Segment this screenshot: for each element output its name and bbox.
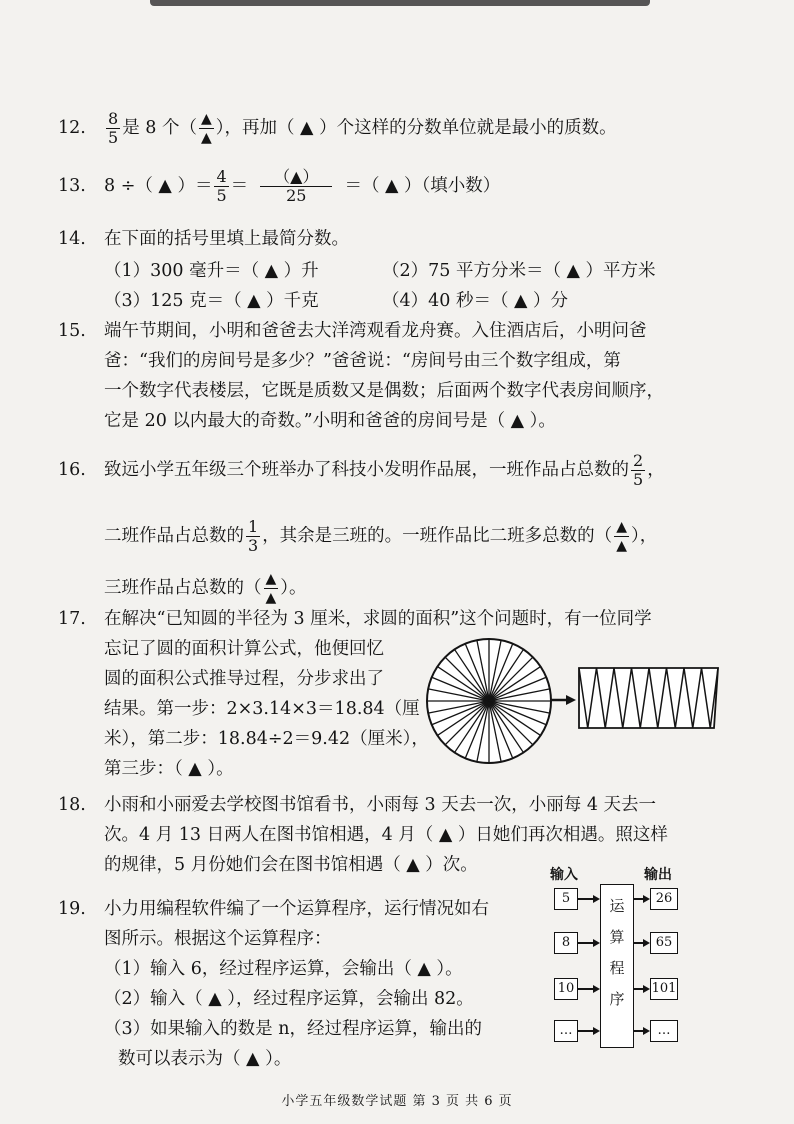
question-15: 15. 端午节期间，小明和爸爸去大洋湾观看龙舟赛。入住酒店后，小明问爸	[58, 316, 647, 346]
q14-item-2: （2）75 平方分米＝（ ▲ ）平方米	[382, 261, 656, 281]
q17-line-3: 圆的面积公式推导过程，分步求出了	[104, 669, 384, 689]
input-box: 8	[554, 932, 578, 954]
q19-line-5: （3）如果输入的数是 n，经过程序运算，输出的	[104, 1019, 482, 1039]
question-number: 18.	[58, 795, 86, 815]
q14-item-3: （3）125 克＝（ ▲ ）千克	[104, 291, 319, 311]
q17-line-5: 米），第二步：18.84÷2＝9.42（厘米），	[104, 729, 429, 749]
q17-line-2: 忘记了圆的面积计算公式，他便回忆	[104, 639, 384, 659]
q19-line-6: 数可以表示为（ ▲ ）。	[118, 1049, 292, 1069]
sectored-circle-figure	[424, 636, 554, 766]
question-13: 13. 8 ÷（ ▲ ）＝ $\frac{4}{5}$ ＝ $\frac{(▲)}{25}$ ＝（ ▲ ）（填小数）	[58, 167, 501, 205]
question-number: 12.	[58, 118, 86, 138]
question-16: 16. 致远小学五年级三个班举办了科技小发明作品展，一班作品占总数的 $\frac{2}{5}$ ，	[58, 451, 665, 489]
question-number: 14.	[58, 229, 86, 249]
input-box: …	[554, 1020, 578, 1042]
circle-sectors-svg	[424, 636, 554, 766]
input-label: 输入	[550, 867, 578, 883]
fraction-blank-25: $\frac{(▲)}{25}$	[260, 168, 332, 205]
blank-fraction: $\frac{▲}{▲}$	[200, 111, 212, 146]
q19-line-4: （2）输入（ ▲ ），经过程序运算，会输出 82。	[104, 989, 474, 1009]
q16-line-3: 三班作品占总数的（ $\frac{▲}{▲}$ ）。	[104, 571, 307, 606]
fraction-8-5: $\frac{8}{5}$	[108, 109, 119, 147]
rearranged-parallelogram-figure	[578, 666, 720, 732]
q18-line-3: 的规律，5 月份她们会在图书馆相遇（ ▲ ）次。	[104, 855, 478, 875]
scan-edge	[150, 0, 650, 6]
question-17: 17. 在解决“已知圆的半径为 3 厘米，求圆的面积”这个问题时，有一位同学	[58, 604, 652, 634]
q19-line-2: 图所示。根据这个运算程序：	[104, 929, 332, 949]
fraction-1-3: $\frac{1}{3}$	[248, 517, 259, 555]
output-box: 26	[650, 888, 678, 910]
q17-line-6: 第三步：（ ▲ ）。	[104, 759, 234, 779]
question-number: 15.	[58, 321, 86, 341]
input-box: 5	[554, 888, 578, 910]
question-number: 13.	[58, 176, 86, 196]
blank-fraction: $\frac{▲}{▲}$	[265, 571, 277, 606]
q14-item-4: （4）40 秒＝（ ▲ ）分	[382, 291, 569, 311]
program-box: 运 算 程 序	[600, 884, 634, 1048]
question-14: 14. 在下面的括号里填上最简分数。	[58, 224, 349, 254]
question-number: 16.	[58, 460, 86, 480]
output-box: 65	[650, 932, 678, 954]
question-number: 17.	[58, 609, 86, 629]
page-footer: 小学五年级数学试题 第 3 页 共 6 页	[281, 1094, 513, 1109]
fraction-4-5: $\frac{4}{5}$	[216, 167, 227, 205]
fraction-2-5: $\frac{2}{5}$	[633, 451, 644, 489]
blank-fraction: $\frac{▲}{▲}$	[616, 519, 627, 554]
output-box: 101	[650, 978, 678, 1000]
q15-line-2: 爸：“我们的房间号是多少？”爸爸说：“房间号由三个数字组成，第	[104, 351, 621, 371]
right-arrow-icon	[550, 694, 576, 706]
question-number: 19.	[58, 899, 86, 919]
q15-line-4: 它是 20 以内最大的奇数。”小明和爸爸的房间号是（ ▲ ）。	[104, 411, 556, 431]
q15-line-3: 一个数字代表楼层，它既是质数又是偶数；后面两个数字代表房间顺序，	[104, 381, 664, 401]
q17-line-4: 结果。第一步：2×3.14×3＝18.84（厘	[104, 699, 420, 719]
q18-line-2: 次。4 月 13 日两人在图书馆相遇，4 月（ ▲ ）日她们再次相遇。照这样	[104, 825, 668, 845]
question-18: 18. 小雨和小丽爱去学校图书馆看书，小雨每 3 天去一次，小丽每 4 天去一	[58, 790, 656, 820]
output-box: …	[650, 1020, 678, 1042]
question-12: 12. $\frac{8}{5}$ 是 8 个（ $\frac{▲}{▲}$ ），再加（ ▲ ）个这样的分数单位就是最小的质数。	[58, 109, 617, 147]
question-19: 19. 小力用编程软件编了一个运算程序，运行情况如右	[58, 894, 489, 924]
q19-line-3: （1）输入 6，经过程序运算，会输出（ ▲ ）。	[104, 959, 463, 979]
q16-line-2: 二班作品占总数的 $\frac{1}{3}$ ，其余是三班的。一班作品比二班多总数的（ $\frac{▲}{▲}$ ），	[104, 517, 658, 555]
output-label: 输出	[644, 867, 672, 883]
operation-program-diagram	[548, 864, 698, 1054]
input-box: 10	[554, 978, 578, 1000]
zigzag-strip-svg	[578, 666, 720, 732]
q14-item-1: （1）300 毫升＝（ ▲ ）升	[104, 261, 319, 281]
